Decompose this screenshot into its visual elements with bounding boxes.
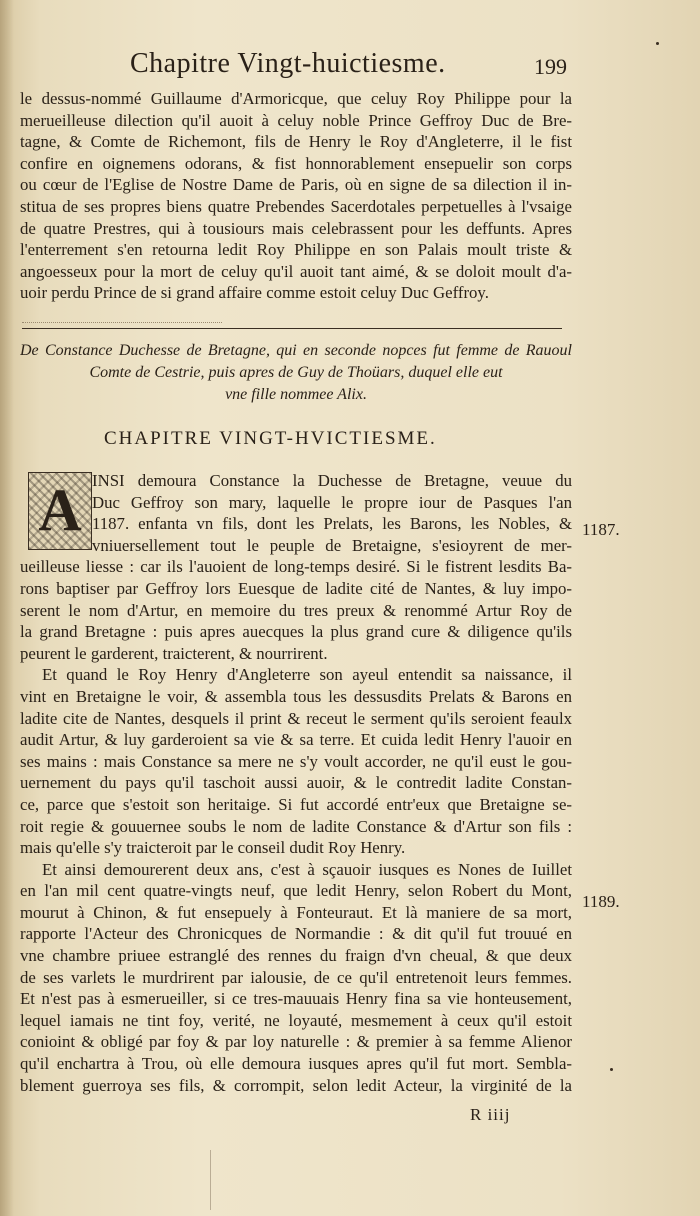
text-line: vint en Bretaigne le voir, & assembla tous les dessusdits Prelats & Barons en [20,686,572,706]
text-line: le dessus-nommé Guillaume d'Armoricque, que celuy Roy Philippe pour la [20,89,572,108]
dropcap-letter: A [38,477,82,543]
text-line: Et quand le Roy Henry d'Angleterre son ayeul entendit sa naissance, il [42,665,572,685]
text-line: roit regie & gouuernee soubs le nom de ladite Constance & d'Artur son fils : [20,816,572,836]
text-line: uernement du pays qu'il taschoit aussi auoir, & le contredit ladite Constan- [20,773,572,793]
text-line: de ses varlets le murdrirent par ialousie, de ce qu'il entretenoit leurs femmes. [20,967,572,987]
summary-line: vne fille nommee Alix. [225,386,367,403]
text-line: conioint & obligé par foy & par loy naturelle : & premier à sa femme Alienor [20,1032,572,1052]
text-line: rapporte l'Acteur des Chronicques de Normandie : & dit qu'il fut trouué en [20,924,572,944]
text-line: confire en oignemens odorans, & fist honnorablement ensepuelir son corps [20,153,572,173]
ink-speck [656,42,659,45]
faint-rule [22,322,222,323]
text-line: Et n'est pas à esmerueiller, si ce tres-mauuais Henry fina sa vie honteusement, [20,989,572,1009]
text-line: mourut à Chinon, & fut ensepuely à Fonteuraut. Et là maniere de sa mort, [20,902,572,922]
paragraph-1 [20,88,572,304]
summary-line: De Constance Duchesse de Bretagne, qui en seconde nopces fut femme de Rauoul [20,342,572,359]
text-line: l'enterrement s'en retourna ledit Roy Philippe en son Palais moult triste & [20,240,572,260]
text-line: Duc Geffroy son mary, laquelle le propre iour de Pasques l'an [92,492,572,512]
paragraph-2 [20,470,572,1096]
text-line: INSI demoura Constance la Duchesse de Bretagne, veuue du [92,471,572,490]
text-line: ou cœur de l'Eglise de Nostre Dame de Paris, où en signe de sa dilection il in- [20,175,572,195]
text-line: rons baptiser par Geffroy lors Euesque de ladite cité de Nantes, & luy impo- [20,578,572,598]
summary-line: Comte de Cestrie, puis apres de Guy de Thoüars, duquel elle eut [89,364,503,381]
section-rule [22,328,562,329]
paper-crease [210,1150,211,1210]
margin-note-year: 1189. [582,892,620,911]
text-line: de quatre Prestres, qui à tousiours mais celebrassent pour les deffunts. Apres [20,218,572,238]
text-line: vne chambre priuee estranglé des rennes du fraign d'vn cheual, & que deux [20,946,572,966]
page-header [0,48,700,88]
text-line: Et ainsi demourerent deux ans, c'est à sçauoir iusques es Nones de Iuillet [42,859,572,879]
text-line: mais qu'elle s'y traicteroit par le conseil dudit Roy Henry. [20,838,406,858]
chapter-summary [20,340,572,406]
text-line: en l'an mil cent quatre-vingts neuf, que ledit Henry, selon Robert du Mont, [20,881,572,901]
text-line: 1187. enfanta vn fils, dont les Prelats, les Barons, les Nobles, & [92,514,572,534]
running-title: Chapitre Vingt-huictiesme. [130,48,446,79]
text-line: la grand Bretagne : puis apres auecques la plus grand cure & diligence qu'ils [20,622,572,642]
text-line: ueilleuse liesse : car ils l'auoient de long-temps desiré. Si le fistrent lesdits Ba- [20,557,572,577]
text-line: ladite cite de Nantes, desquels il print & receut le serment qu'ils seroient feaulx [20,708,572,728]
text-line: qu'il enchartra à Trou, où elle demoura iusques apres qu'il fut mort. Sembla- [20,1054,572,1074]
text-line: serent le nom d'Artur, en memoire du tres preux & renommé Artur Roy de [20,600,572,620]
text-line: peurent le garderent, traicterent, & nourrirent. [20,643,328,663]
text-line: ce, parce que s'estoit son heritaige. Si fut accordé entr'eux que Bretaigne se- [20,794,572,814]
signature-mark: R iiij [470,1105,511,1124]
text-line: angoesseux pour la mort de celuy qu'il auoit tant aimé, & se doloit moult d'a- [20,261,572,281]
text-line: tagne, & Comte de Richemont, fils de Henry le Roy d'Angleterre, il le fist [20,132,572,152]
text-line: ses mains : mais Constance sa mere ne s'y voult accorder, ne qu'il eust le gou- [20,751,572,771]
text-line: blement guerroya ses fils, & corrompit, selon ledit Acteur, la virginité de la [20,1075,572,1095]
page-gutter-shadow [0,0,14,1216]
page-number: 199 [534,54,567,79]
text-line: merueilleuse dilection qu'il auoit à celuy noble Prince Geffroy Duc de Bre- [20,110,572,130]
text-line: vniuersellement tout le peuple de Bretaigne, s'esioyrent de mer- [92,535,572,555]
ink-speck [610,1068,613,1071]
text-line: lequel iamais ne tint foy, verité, ne loyauté, mesmement à ceux qu'il estoit [20,1010,572,1030]
text-line: uoir perdu Prince de si grand affaire comme estoit celuy Duc Geffroy. [20,283,489,303]
text-line: audit Artur, & luy garderoient sa vie & sa terre. Et cuida ledit Henry l'auoir en [20,730,572,750]
text-line: stitua de ses propres biens quatre Prebendes Sacerdotales perpetuelles à l'vsaige [20,196,572,216]
margin-note-year: 1187. [582,520,620,539]
chapter-heading: CHAPITRE VINGT-HVICTIESME. [104,428,437,449]
